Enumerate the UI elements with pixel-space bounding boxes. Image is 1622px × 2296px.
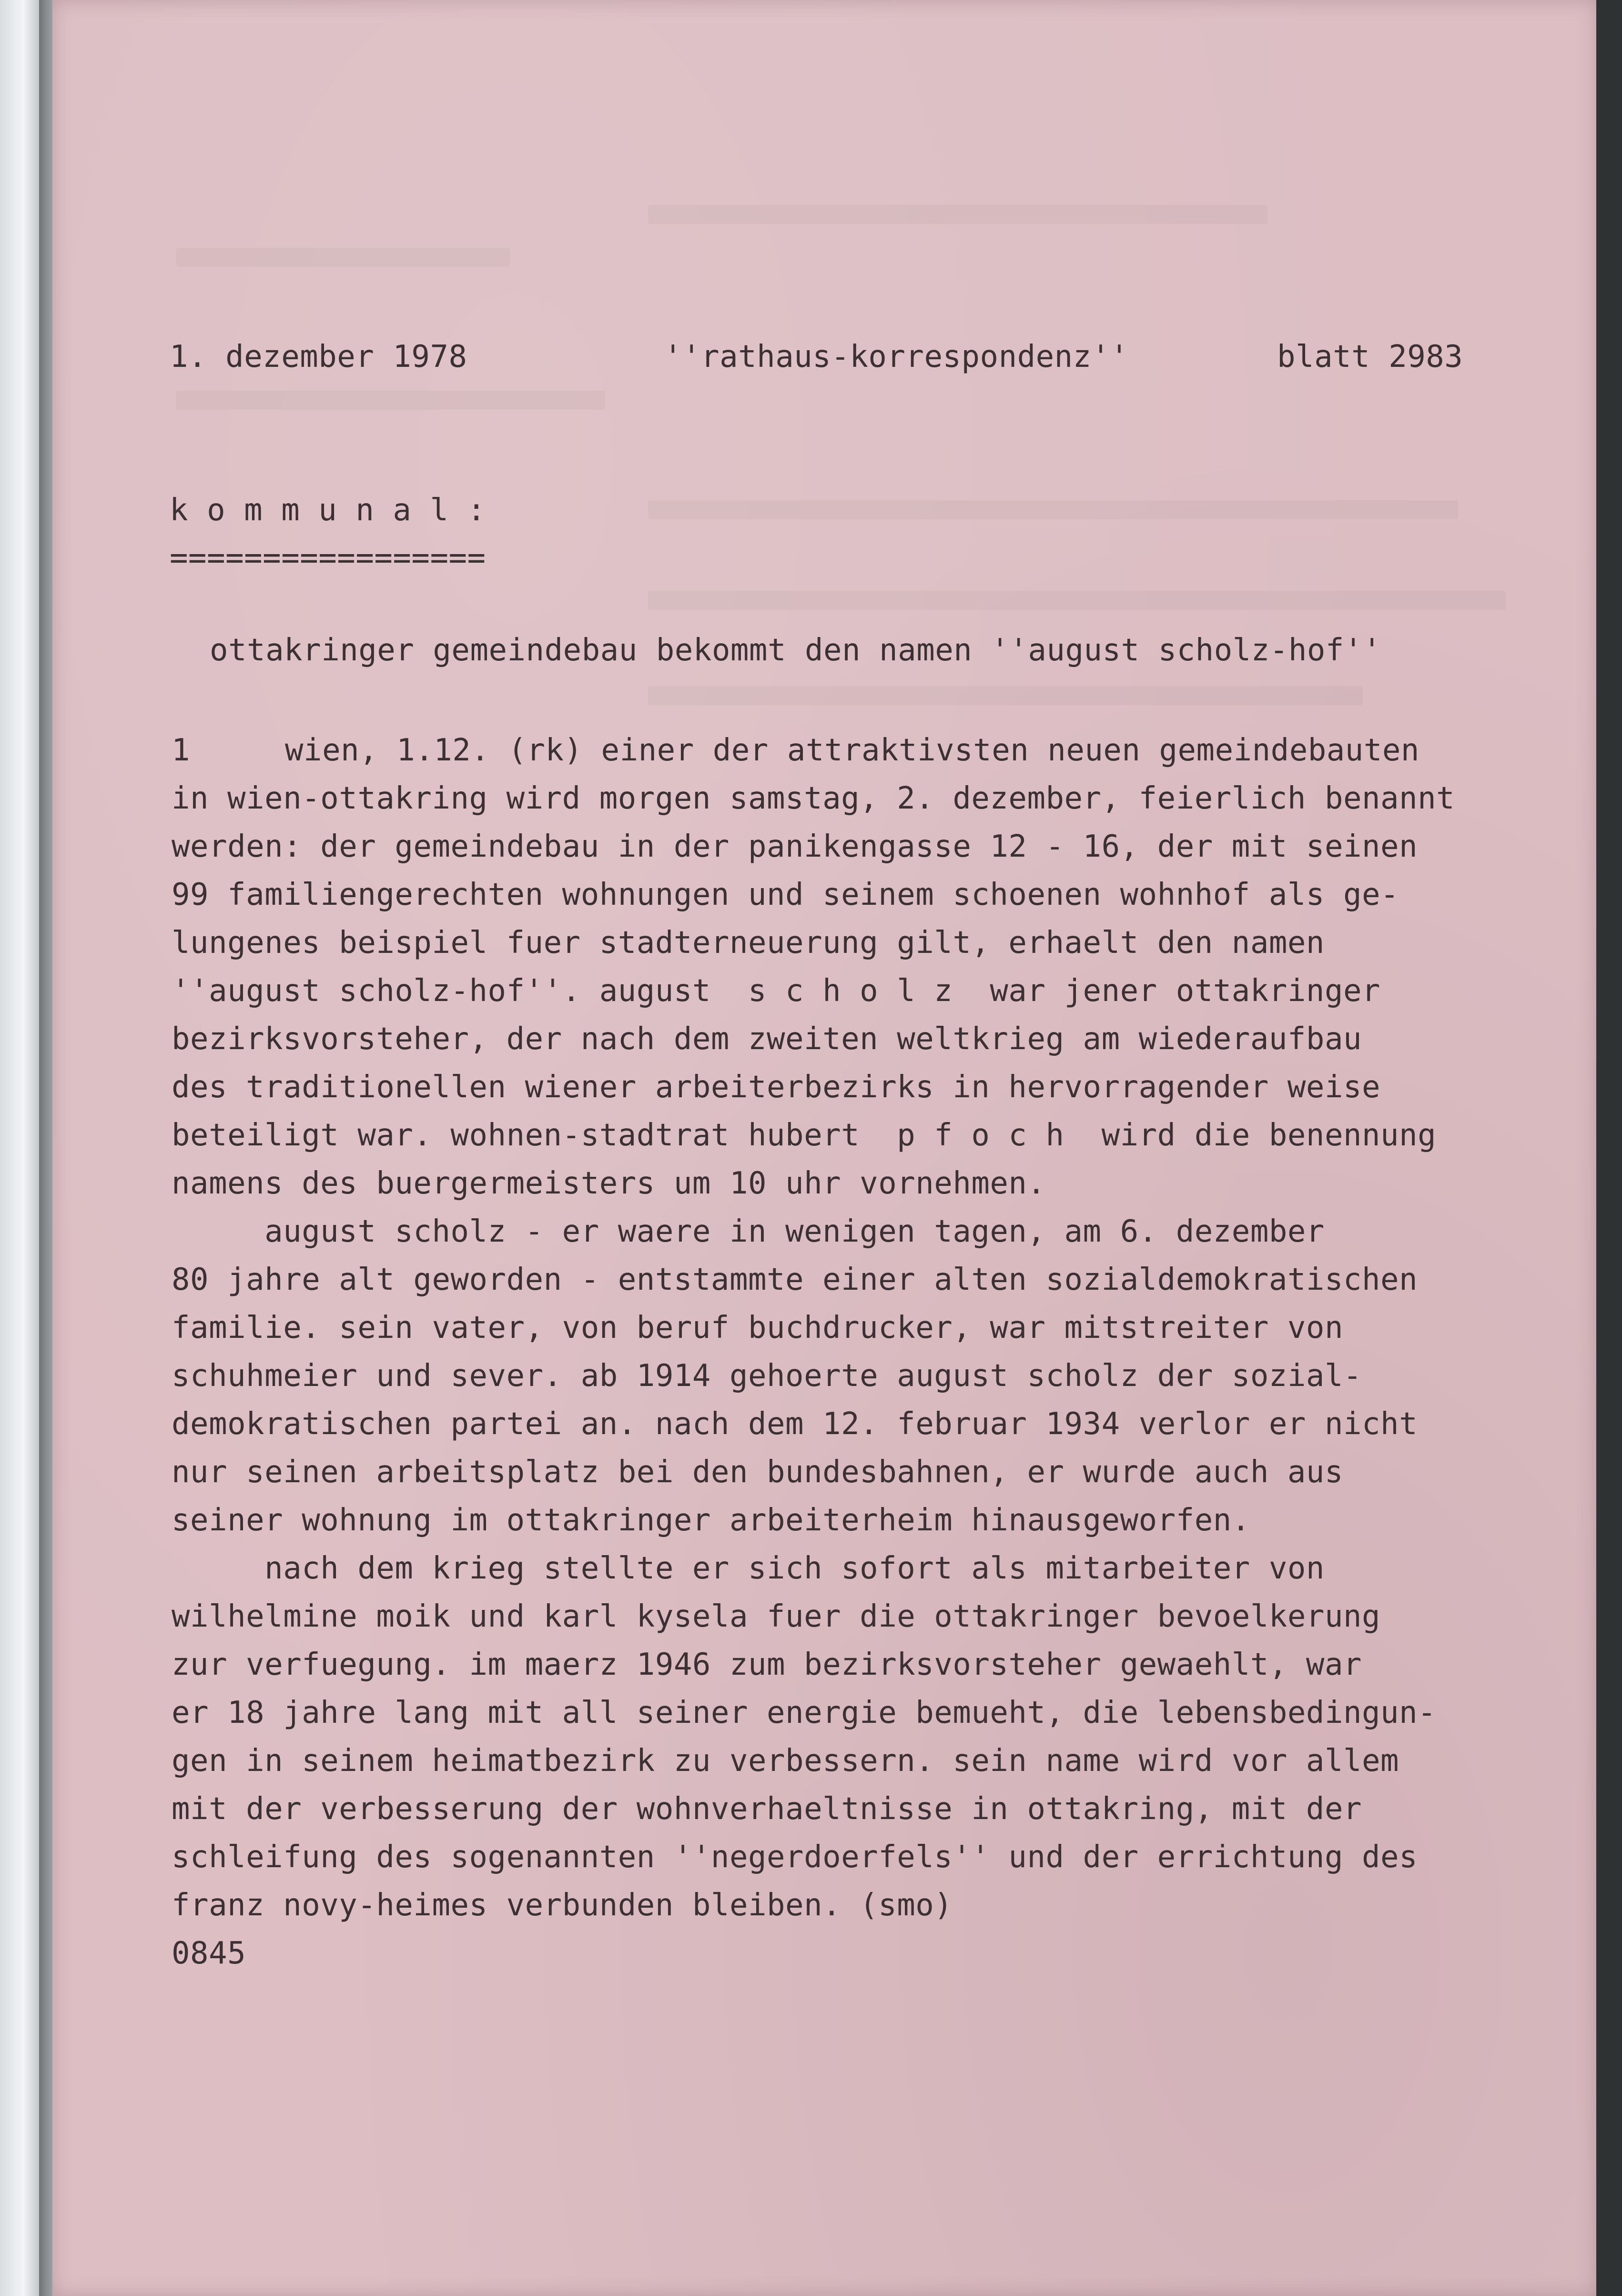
body-line: mit der verbesserung der wohnverhaeltnisse in ottakring, mit der (172, 1791, 1362, 1827)
body-line: des traditionellen wiener arbeiterbezirks in hervorragender weise (172, 1070, 1381, 1105)
header-sheet-number: blatt 2983 (1277, 339, 1463, 374)
header-publication: ''rathaus-korrespondenz'' (664, 339, 1129, 374)
item-number: 1 (172, 733, 191, 768)
body-line: namens des buergermeisters um 10 uhr vornehmen. (172, 1166, 1046, 1201)
body-line: werden: der gemeindebau in der panikengasse 12 - 16, der mit seinen (172, 829, 1418, 864)
section-underline: ================= (170, 540, 486, 576)
document-page (52, 0, 1596, 2296)
body-line: beteiligt war. wohnen-stadtrat hubert p f o c h wird die benennung (172, 1118, 1437, 1153)
body-line: wien, 1.12. (rk) einer der attraktivsten neuen gemeindebauten (285, 733, 1419, 768)
body-line: gen in seinem heimatbezirk zu verbessern. sein name wird vor allem (172, 1743, 1399, 1779)
body-line: ''august scholz-hof''. august s c h o l z war jener ottakringer (172, 973, 1381, 1009)
body-line: demokratischen partei an. nach dem 12. februar 1934 verlor er nicht (172, 1406, 1418, 1442)
body-line: zur verfuegung. im maerz 1946 zum bezirksvorsteher gewaehlt, war (172, 1647, 1362, 1682)
section-title: k o m m u n a l : (170, 493, 486, 528)
binding-edge (39, 0, 52, 2296)
header-date: 1. dezember 1978 (170, 339, 467, 374)
body-line: nur seinen arbeitsplatz bei den bundesbahnen, er wurde auch aus (172, 1455, 1343, 1490)
body-line: franz novy-heimes verbunden bleiben. (smo) (172, 1888, 953, 1923)
body-line: lungenes beispiel fuer stadterneuerung gilt, erhaelt den namen (172, 925, 1325, 961)
body-line: er 18 jahre lang mit all seiner energie bemueht, die lebensbedingun- (172, 1695, 1437, 1730)
headline: ottakringer gemeindebau bekommt den namen ''august scholz-hof'' (210, 633, 1381, 668)
body-line: familie. sein vater, von beruf buchdrucker, war mitstreiter von (172, 1310, 1343, 1345)
body-line: seiner wohnung im ottakringer arbeiterheim hinausgeworfen. (172, 1503, 1250, 1538)
body-line: schleifung des sogenannten ''negerdoerfels'' und der errichtung des (172, 1840, 1418, 1875)
binding-strip (0, 0, 39, 2296)
body-line: 99 familiengerechten wohnungen und seinem schoenen wohnhof als ge- (172, 877, 1399, 912)
body-line: august scholz - er waere in wenigen tagen, am 6. dezember (172, 1214, 1325, 1249)
body-line: bezirksvorsteher, der nach dem zweiten weltkrieg am wiederaufbau (172, 1022, 1362, 1057)
body-line: wilhelmine moik und karl kysela fuer die ottakringer bevoelkerung (172, 1599, 1381, 1634)
body-line: nach dem krieg stellte er sich sofort als mitarbeiter von (172, 1551, 1325, 1586)
body-line: schuhmeier und sever. ab 1914 gehoerte august scholz der sozial- (172, 1358, 1362, 1394)
footer-code: 0845 (172, 1936, 246, 1971)
body-line: 80 jahre alt geworden - entstammte einer alten sozialdemokratischen (172, 1262, 1418, 1297)
body-line: in wien-ottakring wird morgen samstag, 2. dezember, feierlich benannt (172, 781, 1455, 816)
